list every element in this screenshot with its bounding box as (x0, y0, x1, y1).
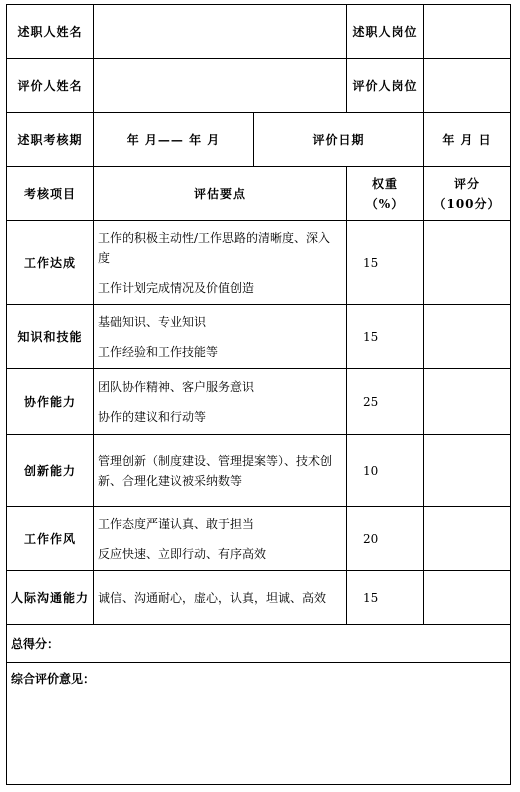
reporter-name-label: 述职人姓名 (7, 5, 94, 59)
col-weight-header (347, 167, 424, 221)
column-header-row (7, 167, 511, 221)
reviewer-name-field[interactable] (94, 59, 347, 113)
table-row (7, 435, 511, 507)
point-line: 协作的建议和行动等 (98, 409, 207, 424)
table-row (7, 369, 511, 435)
reviewer-post-field[interactable] (424, 59, 511, 113)
point-line: 反应快速、立即行动、有序高效 (98, 546, 267, 561)
col-score-header (424, 167, 511, 221)
item-label: 人际沟通能力 (7, 571, 94, 625)
evaluation-points (94, 221, 347, 305)
col-score-line1: 评分 (453, 176, 480, 191)
col-weight-line2: （%） (365, 196, 405, 211)
reporter-name-field[interactable] (94, 5, 347, 59)
score-field[interactable] (424, 507, 511, 571)
table-row (7, 221, 511, 305)
period-value[interactable]: 年 月—— 年 月 (94, 113, 254, 167)
reporter-post-field[interactable] (424, 5, 511, 59)
header-row-reporter (7, 5, 511, 59)
col-weight-line1: 权重 (371, 176, 398, 191)
item-label: 创新能力 (7, 435, 94, 507)
weight-value: 15 (347, 571, 424, 625)
evaluation-points (94, 305, 347, 369)
point-line: 诚信、沟通耐心，虚心，认真，坦诚、高效 (98, 590, 327, 605)
eval-date-label: 评价日期 (254, 113, 424, 167)
comment-row (7, 663, 511, 785)
table-row (7, 305, 511, 369)
item-label: 协作能力 (7, 369, 94, 435)
evaluation-points (94, 435, 347, 507)
evaluation-points (94, 507, 347, 571)
reviewer-name-label: 评价人姓名 (7, 59, 94, 113)
item-label: 工作达成 (7, 221, 94, 305)
eval-date-value[interactable]: 年 月 日 (424, 113, 511, 167)
total-score-label[interactable]: 总得分： (7, 625, 511, 663)
evaluation-points (94, 369, 347, 435)
weight-value: 20 (347, 507, 424, 571)
period-label: 述职考核期 (7, 113, 94, 167)
col-item-header: 考核项目 (7, 167, 94, 221)
score-field[interactable] (424, 305, 511, 369)
point-line: 工作经验和工作技能等 (98, 344, 219, 359)
score-field[interactable] (424, 369, 511, 435)
col-score-line2: （100分） (433, 196, 501, 211)
point-line: 管理创新（制度建设、管理提案等）、技术创新、合理化建议被采纳数等 (98, 453, 333, 488)
total-score-row (7, 625, 511, 663)
score-field[interactable] (424, 571, 511, 625)
weight-value: 10 (347, 435, 424, 507)
header-row-reviewer (7, 59, 511, 113)
score-field[interactable] (424, 435, 511, 507)
item-label: 工作作风 (7, 507, 94, 571)
point-line: 基础知识、专业知识 (98, 314, 207, 329)
weight-value: 15 (347, 305, 424, 369)
table-row (7, 507, 511, 571)
point-line: 工作计划完成情况及价值创造 (98, 280, 255, 295)
evaluation-form-table (6, 4, 511, 785)
score-field[interactable] (424, 221, 511, 305)
col-points-header: 评估要点 (94, 167, 347, 221)
item-label: 知识和技能 (7, 305, 94, 369)
point-line: 团队协作精神、客户服务意识 (98, 379, 255, 394)
reporter-post-label: 述职人岗位 (347, 5, 424, 59)
comment-label[interactable]: 综合评价意见： (7, 663, 511, 785)
evaluation-points (94, 571, 347, 625)
weight-value: 15 (347, 221, 424, 305)
table-row (7, 571, 511, 625)
point-line: 工作态度严谨认真、敢于担当 (98, 516, 255, 531)
weight-value: 25 (347, 369, 424, 435)
header-row-period (7, 113, 511, 167)
reviewer-post-label: 评价人岗位 (347, 59, 424, 113)
point-line: 工作的积极主动性/工作思路的清晰度、深入度 (98, 230, 331, 265)
